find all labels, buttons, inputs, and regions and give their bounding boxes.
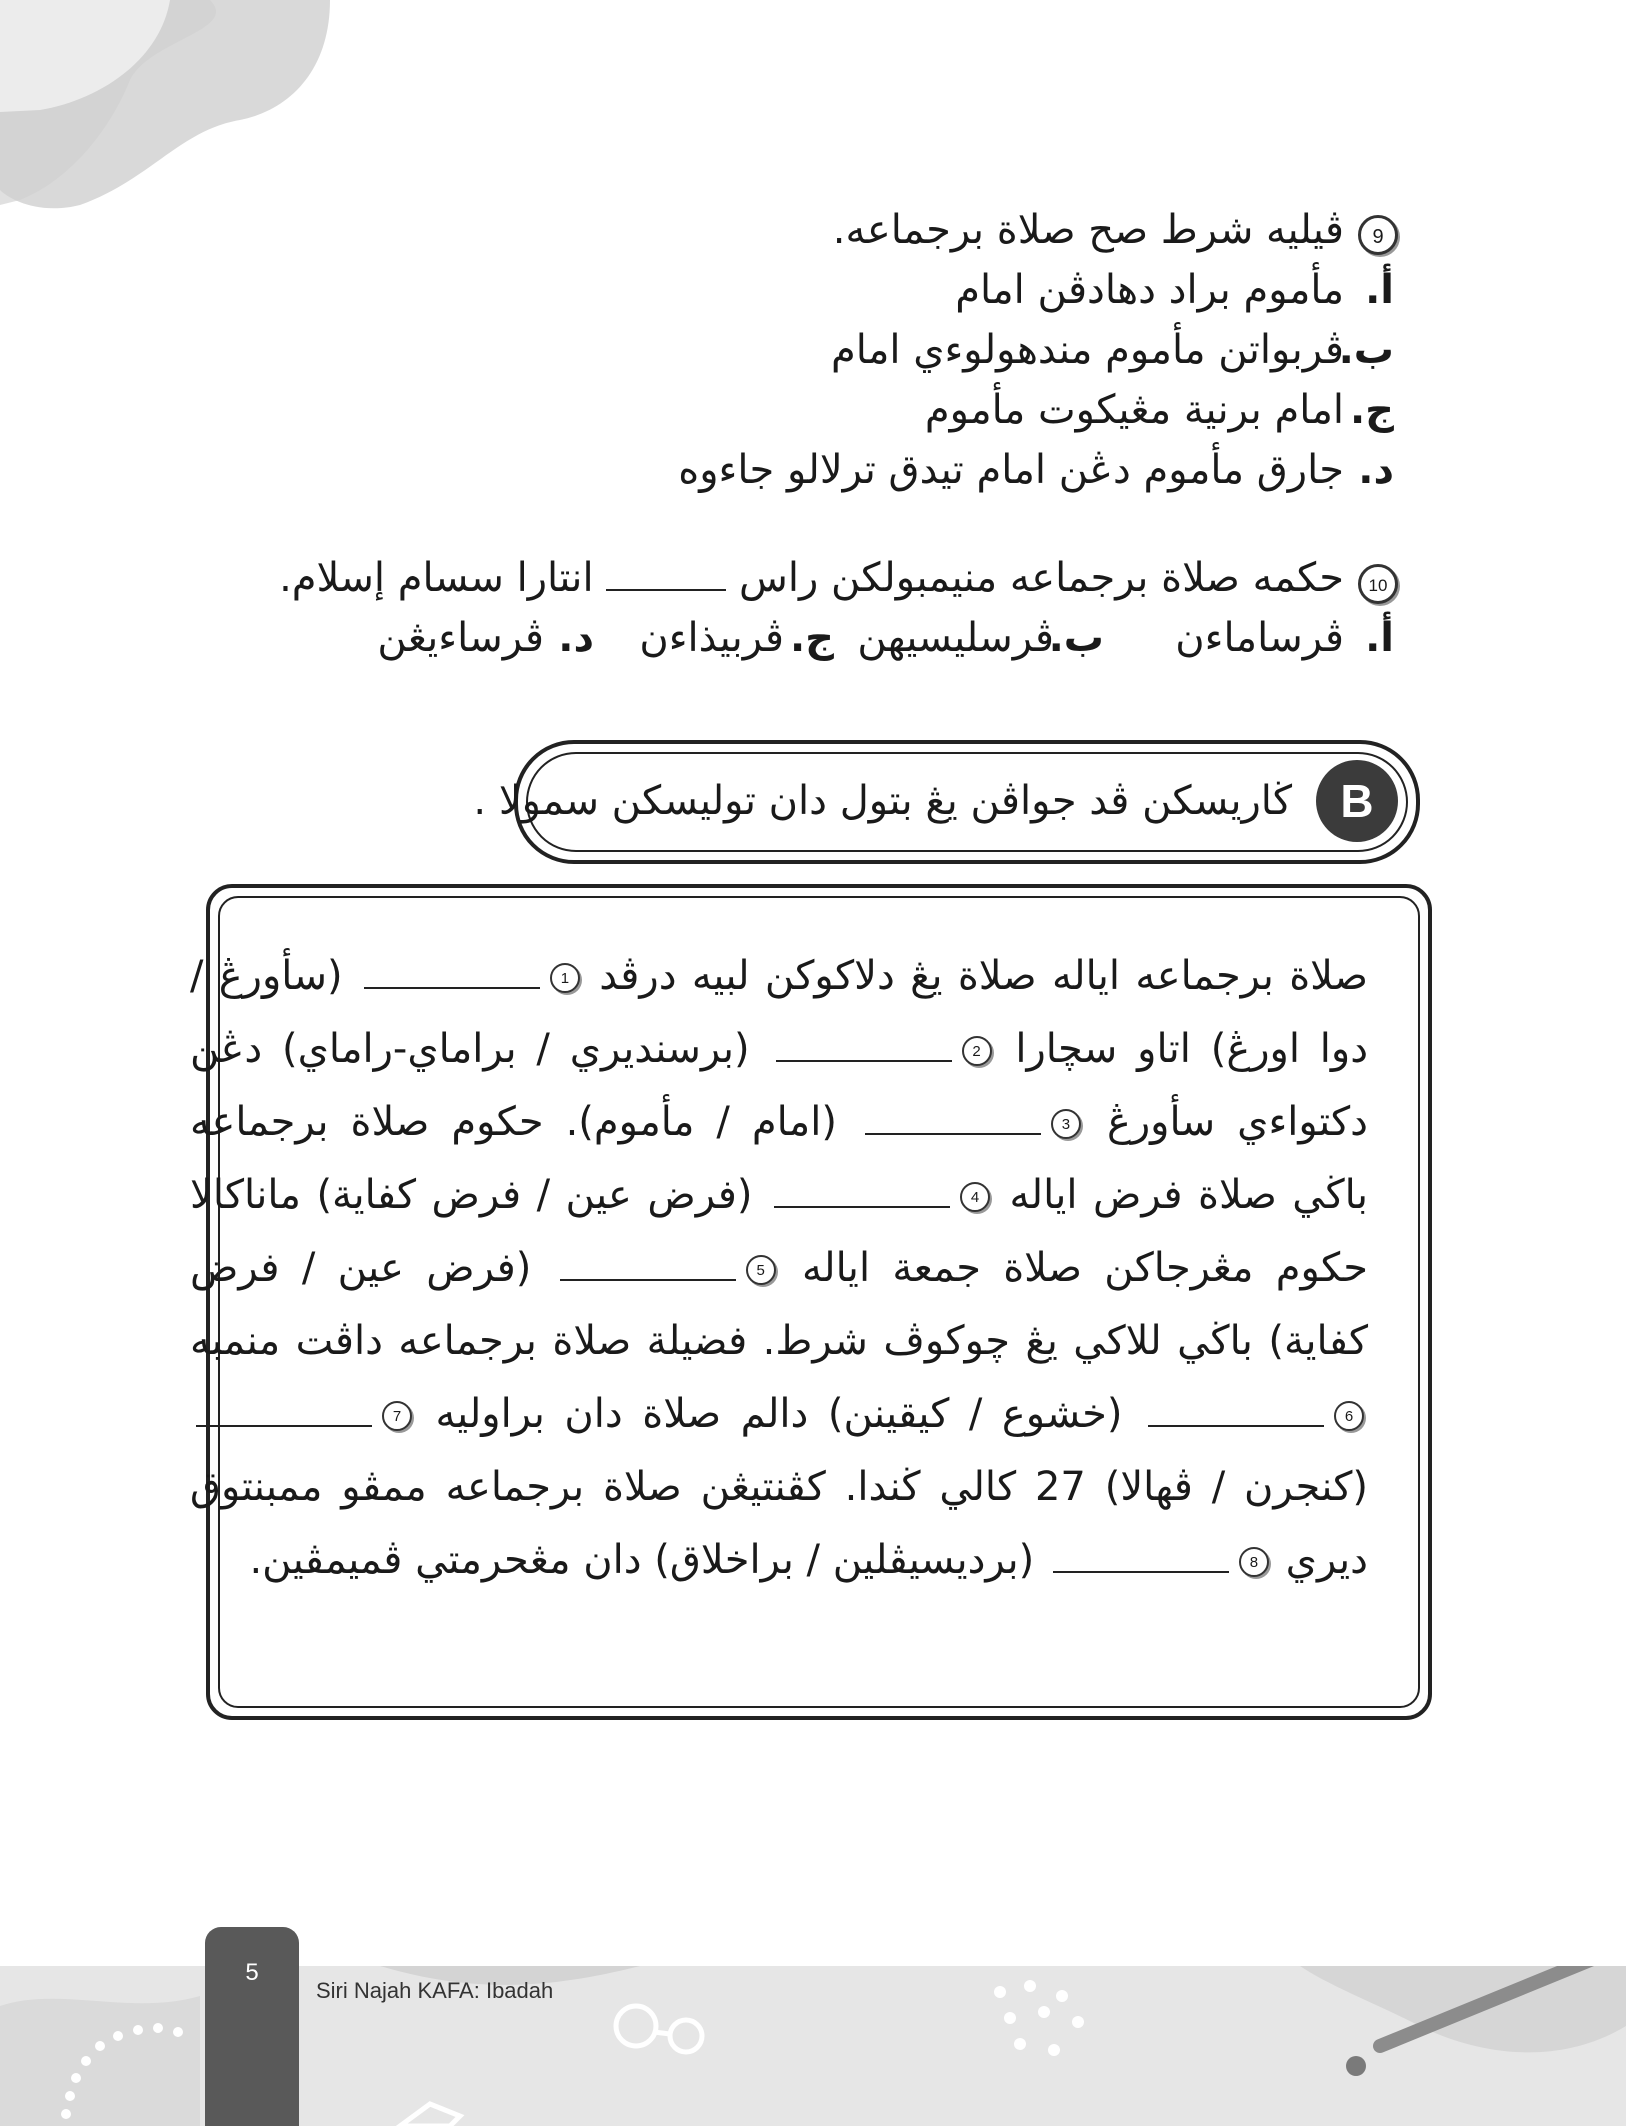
section-b-header [473,740,1420,864]
answer-blank-1[interactable] [364,957,540,989]
blank-number: 3 [1051,1109,1081,1139]
question-text-after: انتارا سسام إسلام. [279,555,594,601]
answer-blank-6[interactable] [1148,1395,1324,1427]
passage-segment: (فرض عين / فرض كفاية) باڬي للاكي يڠ چوكوڤ شرط. فضيلة صلاة برجماعه داڤت منمبه [190,1245,1368,1364]
blank-number: 7 [382,1401,412,1431]
question-text: ڤيليه شرط صح صلاة برجماعه. [832,207,1344,253]
option-letter: أ. [1365,267,1394,313]
option-c [678,380,1394,440]
blank-number: 8 [1239,1547,1269,1577]
blank-number: 5 [746,1255,776,1285]
option-text: جارق مأموم دڠن امام تيدق ترلالو جاءوه [678,447,1344,493]
answer-blank-2[interactable] [776,1030,952,1062]
blank-number: 6 [1334,1401,1364,1431]
blank-number: 4 [960,1182,990,1212]
option-letter: ج. [789,615,834,661]
option-a [678,260,1394,320]
option-text: ڤرسليسيهن [857,615,1054,661]
answer-blank[interactable] [606,555,726,591]
question-text-before: حكمه صلاة برجماعه منيمبولكن راس [739,555,1344,601]
page-number: 5 [245,1959,259,1986]
option-a [1104,608,1394,668]
option-text: ڤرساماءن [1175,615,1344,661]
passage-segment: (برسنديري / براماي-راماي) دڠن دكتواءي سأورڠ [190,1026,1368,1145]
option-letter: د. [558,615,594,661]
option-text: مأموم براد دهادڤن امام [955,267,1344,313]
answer-blank-4[interactable] [774,1176,950,1208]
passage-segment: (سأورڠ / دوا اورڠ) اتاو سچارا [190,953,1369,1072]
option-text: امام برنية مڠيكوت مأموم [924,387,1344,433]
question-10 [279,548,1398,668]
decorative-corner-blob [0,0,330,230]
answer-blank-5[interactable] [560,1249,736,1281]
option-text: ڤرساءيڠن [377,615,544,661]
question-number-badge: 9 [1358,215,1398,255]
option-letter: ج. [1349,387,1394,433]
answer-blank-8[interactable] [1053,1541,1229,1573]
passage-text [190,940,1368,1597]
question-number-badge: 10 [1358,564,1398,604]
section-badge: B [1316,760,1398,842]
answer-blank-7[interactable] [196,1395,372,1427]
option-b [678,320,1394,380]
question-9 [678,200,1398,500]
option-d [377,608,594,668]
option-letter: د. [1358,447,1394,493]
option-d [678,440,1394,500]
option-text: ڤربيذاءن [639,615,784,661]
fill-in-passage-box [190,884,1432,1720]
option-letter: ب. [1338,327,1394,373]
series-title: Siri Najah KAFA: Ibadah [316,1978,554,2003]
blank-number: 1 [550,963,580,993]
option-letter: ب. [1048,615,1104,661]
option-c [594,608,834,668]
option-letter: أ. [1365,615,1394,661]
option-b [834,608,1104,668]
section-instruction: ڬاريسكن ڤد جواڤن يڠ بتول دان توليسكن سمولا . [473,778,1292,824]
answer-blank-3[interactable] [865,1103,1041,1135]
passage-segment: (خشوع / كيقينن) دالم صلاة دان براوليه [435,1391,1123,1437]
blank-number: 2 [962,1036,992,1066]
passage-segment: (امام / مأموم). حكوم صلاة برجماعه باڬي صلاة فرض اياله [190,1099,1368,1218]
passage-segment: (كنجرن / ڤهالا) 27 كالي ڬندا. كڤنتيڠن صلاة برجماعه ممڤو ممبنتوق ديري [190,1464,1368,1583]
passage-segment: (فرض عين / فرض كفاية) ماناكالا حكوم مڠرجاكن صلاة جمعة اياله [190,1172,1368,1291]
passage-segment: صلاة برجماعه اياله صلاة يڠ دلاكوكن لبيه درڤد [599,953,1368,999]
passage-segment: (برديسيڤلين / براخلاق) دان مڠحرمتي ڤميمڤين. [249,1537,1035,1583]
page-number-tab [205,1927,299,2126]
q10-options [279,608,1394,668]
option-text: ڤربواتن مأموم مندهولوءي امام [830,327,1344,373]
